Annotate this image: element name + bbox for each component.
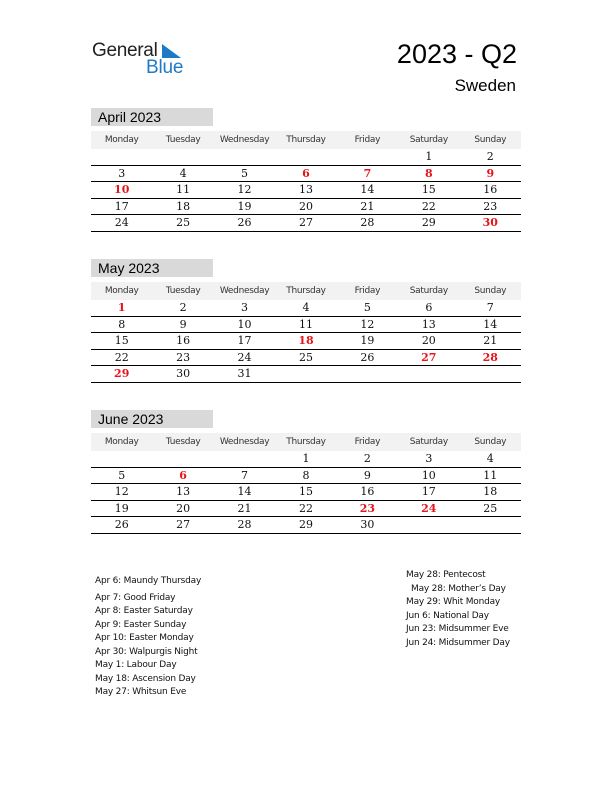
weekday-header: Thursday: [275, 282, 336, 300]
calendar-grid: [91, 433, 521, 534]
weekday-header: Friday: [337, 433, 398, 451]
empty-day-cell: [398, 366, 459, 383]
weekday-header: Wednesday: [214, 282, 275, 300]
week-row: [91, 300, 521, 316]
empty-day-cell: [460, 366, 521, 383]
day-cell: 15: [275, 484, 336, 501]
empty-day-cell: [460, 517, 521, 534]
day-cell: 23: [460, 198, 521, 215]
empty-day-cell: [214, 149, 275, 165]
month-may: [91, 259, 521, 383]
day-cell: 25: [460, 500, 521, 517]
weekday-header: Wednesday: [214, 131, 275, 149]
day-cell: 1: [398, 149, 459, 165]
day-cell: 5: [91, 467, 152, 484]
day-cell: 24: [398, 500, 459, 517]
weekday-header: Tuesday: [152, 131, 213, 149]
day-cell: 16: [152, 333, 213, 350]
day-cell: 27: [152, 517, 213, 534]
day-cell: 2: [337, 451, 398, 467]
day-cell: 19: [337, 333, 398, 350]
weekday-header: Tuesday: [152, 433, 213, 451]
month-label: May 2023: [91, 259, 213, 277]
empty-day-cell: [152, 149, 213, 165]
holiday-note: May 1: Labour Day: [95, 660, 177, 670]
holiday-note: Apr 30: Walpurgis Night: [95, 646, 198, 657]
holiday-note: Jun 23: Midsummer Eve: [406, 624, 509, 634]
day-cell: 3: [91, 165, 152, 182]
holiday-note: Apr 9: Easter Sunday: [95, 619, 187, 630]
weekday-header: Thursday: [275, 131, 336, 149]
holiday-note: Jun 6: National Day: [406, 610, 489, 621]
day-cell: 20: [152, 500, 213, 517]
day-cell: 8: [398, 165, 459, 182]
week-row: [91, 451, 521, 467]
holiday-note: Apr 7: Good Friday: [95, 592, 176, 603]
general-blue-logo: [92, 40, 192, 80]
day-cell: 3: [398, 451, 459, 467]
day-cell: 15: [398, 182, 459, 199]
day-cell: 9: [460, 165, 521, 182]
day-cell: 5: [214, 165, 275, 182]
week-row: [91, 215, 521, 232]
day-cell: 22: [275, 500, 336, 517]
empty-day-cell: [337, 149, 398, 165]
holiday-note: May 27: Whitsun Eve: [95, 687, 187, 697]
weekday-header: Sunday: [460, 131, 521, 149]
week-row: [91, 500, 521, 517]
day-cell: 31: [214, 366, 275, 383]
day-cell: 30: [152, 366, 213, 383]
day-cell: 17: [398, 484, 459, 501]
week-row: [91, 467, 521, 484]
day-cell: 6: [275, 165, 336, 182]
weekday-header: Friday: [337, 282, 398, 300]
day-cell: 16: [337, 484, 398, 501]
day-cell: 20: [398, 333, 459, 350]
week-row: [91, 484, 521, 501]
day-cell: 24: [91, 215, 152, 232]
country-name: Sweden: [454, 76, 516, 95]
week-row: [91, 333, 521, 350]
day-cell: 18: [460, 484, 521, 501]
day-cell: 30: [460, 215, 521, 232]
day-cell: 21: [337, 198, 398, 215]
holiday-note: Apr 8: Easter Saturday: [95, 606, 193, 616]
day-cell: 11: [460, 467, 521, 484]
day-cell: 29: [275, 517, 336, 534]
day-cell: 20: [275, 198, 336, 215]
weekday-header-row: [91, 131, 521, 149]
holiday-note: May 18: Ascension Day: [95, 673, 196, 684]
day-cell: 30: [337, 517, 398, 534]
day-cell: 10: [214, 316, 275, 333]
day-cell: 26: [214, 215, 275, 232]
weekday-header: Monday: [91, 131, 152, 149]
day-cell: 28: [214, 517, 275, 534]
holiday-list-right: [406, 569, 510, 650]
day-cell: 28: [460, 349, 521, 366]
page-title: 2023 - Q2: [396, 39, 517, 69]
weekday-header: Monday: [91, 433, 152, 451]
empty-day-cell: [91, 451, 152, 467]
day-cell: 21: [214, 500, 275, 517]
day-cell: 5: [337, 300, 398, 316]
day-cell: 23: [337, 500, 398, 517]
empty-day-cell: [214, 451, 275, 467]
empty-day-cell: [152, 451, 213, 467]
day-cell: 1: [275, 451, 336, 467]
day-cell: 26: [91, 517, 152, 534]
day-cell: 27: [275, 215, 336, 232]
day-cell: 11: [275, 316, 336, 333]
day-cell: 3: [214, 300, 275, 316]
weekday-header: Tuesday: [152, 282, 213, 300]
day-cell: 9: [152, 316, 213, 333]
weekday-header: Saturday: [398, 433, 459, 451]
day-cell: 13: [398, 316, 459, 333]
day-cell: 11: [152, 182, 213, 199]
day-cell: 17: [91, 198, 152, 215]
month-label: April 2023: [91, 108, 213, 126]
week-row: [91, 316, 521, 333]
weekday-header: Monday: [91, 282, 152, 300]
day-cell: 25: [275, 349, 336, 366]
day-cell: 28: [337, 215, 398, 232]
empty-day-cell: [337, 366, 398, 383]
day-cell: 13: [275, 182, 336, 199]
day-cell: 10: [91, 182, 152, 199]
day-cell: 21: [460, 333, 521, 350]
weekday-header: Saturday: [398, 131, 459, 149]
day-cell: 22: [398, 198, 459, 215]
day-cell: 7: [214, 467, 275, 484]
day-cell: 9: [337, 467, 398, 484]
day-cell: 6: [398, 300, 459, 316]
day-cell: 24: [214, 349, 275, 366]
day-cell: 8: [91, 316, 152, 333]
day-cell: 18: [275, 333, 336, 350]
day-cell: 12: [214, 182, 275, 199]
holiday-note: May 28: Mother’s Day: [411, 583, 506, 594]
logo-word-general: General: [92, 40, 158, 61]
weekday-header: Thursday: [275, 433, 336, 451]
weekday-header: Friday: [337, 131, 398, 149]
holiday-list-left: [95, 575, 201, 700]
month-label: June 2023: [91, 410, 213, 428]
day-cell: 10: [398, 467, 459, 484]
day-cell: 7: [337, 165, 398, 182]
day-cell: 1: [91, 300, 152, 316]
day-cell: 4: [460, 451, 521, 467]
holiday-note: Apr 6: Maundy Thursday: [95, 576, 202, 586]
day-cell: 14: [460, 316, 521, 333]
calendar-grid: [91, 131, 521, 232]
day-cell: 16: [460, 182, 521, 199]
empty-day-cell: [398, 517, 459, 534]
weekday-header: Sunday: [460, 433, 521, 451]
day-cell: 29: [91, 366, 152, 383]
day-cell: 12: [337, 316, 398, 333]
logo-word-blue: Blue: [146, 57, 184, 78]
day-cell: 4: [275, 300, 336, 316]
week-row: [91, 182, 521, 199]
day-cell: 8: [275, 467, 336, 484]
holiday-note: Apr 10: Easter Monday: [95, 633, 194, 643]
day-cell: 22: [91, 349, 152, 366]
weekday-header-row: [91, 433, 521, 451]
empty-day-cell: [275, 149, 336, 165]
weekday-header: Saturday: [398, 282, 459, 300]
day-cell: 25: [152, 215, 213, 232]
logo-triangle-icon: [162, 44, 181, 58]
holiday-note: May 28: Pentecost: [406, 570, 486, 580]
day-cell: 19: [91, 500, 152, 517]
day-cell: 14: [337, 182, 398, 199]
month-june: [91, 410, 521, 534]
day-cell: 4: [152, 165, 213, 182]
holiday-note: Jun 24: Midsummer Day: [406, 637, 510, 648]
day-cell: 17: [214, 333, 275, 350]
month-april: [91, 108, 521, 232]
weekday-header: Sunday: [460, 282, 521, 300]
day-cell: 7: [460, 300, 521, 316]
day-cell: 19: [214, 198, 275, 215]
holiday-note: May 29: Whit Monday: [406, 597, 501, 607]
day-cell: 13: [152, 484, 213, 501]
day-cell: 6: [152, 467, 213, 484]
week-row: [91, 149, 521, 165]
weekday-header: Wednesday: [214, 433, 275, 451]
day-cell: 29: [398, 215, 459, 232]
week-row: [91, 198, 521, 215]
weekday-header-row: [91, 282, 521, 300]
week-row: [91, 366, 521, 383]
empty-day-cell: [91, 149, 152, 165]
day-cell: 12: [91, 484, 152, 501]
day-cell: 15: [91, 333, 152, 350]
calendar-grid: [91, 282, 521, 383]
week-row: [91, 165, 521, 182]
week-row: [91, 349, 521, 366]
week-row: [91, 517, 521, 534]
day-cell: 23: [152, 349, 213, 366]
day-cell: 27: [398, 349, 459, 366]
empty-day-cell: [275, 366, 336, 383]
day-cell: 26: [337, 349, 398, 366]
day-cell: 2: [460, 149, 521, 165]
day-cell: 2: [152, 300, 213, 316]
day-cell: 18: [152, 198, 213, 215]
day-cell: 14: [214, 484, 275, 501]
